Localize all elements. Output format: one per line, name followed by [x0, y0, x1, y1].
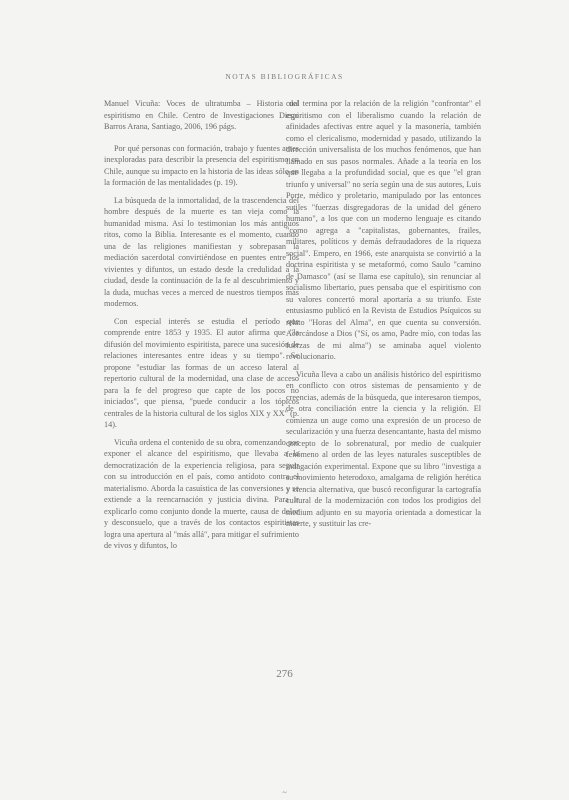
paragraph: Vicuña lleva a cabo un análisis histórico del espiritismo en conflicto con otros sistemas de pensamiento y de creencias, además de la búsqueda, que interesaron tiempos, de otra conciliación entre la ciencia y la religión. El comienza un auge como una expresión de un proceso de secularización y una fuerza desencantante, hasta del mismo concepto de lo sobrenatural, por medio de cualquier fenómeno al orden de las leyes naturales susceptibles de indagación experimental. Expone que su libro "investiga a su movimiento heterodoxo, amalgama de religión herética y ciencia alternativa, que buscó reconfigurar la cartografía cultural de la modernización con todos los prodigios del medium adjunto en su mayoría orientada a domesticar la muerte, y sustituir las cre-: [286, 369, 481, 528]
paragraph: La búsqueda de la inmortalidad, de la trascendencia del hombre después de la muerte es tan vieja como la humanidad misma. Así lo testimonian los más antiguos ritos, como la Biblia. Interesante es el momento, cuando una de las religiones manifiestan y sobrepasan la mediación sacerdotal convirtiéndose en puentes entre los vivientes y difuntos, un estado desde la credulidad a la ciudad, desde la continuación de la fe al descubrimiento y la duda, muchas veces a merced de nuestros tiempos más modernos.: [104, 195, 299, 308]
running-header: NOTAS BIBLIOGRÁFICAS: [225, 72, 344, 81]
page-number: 276: [276, 668, 293, 680]
paragraph: Con especial interés se estudia el período que comprende entre 1853 y 1935. El autor afirma que "la difusión del movimiento espiritista, parece una sucesión de relaciones interesantes entre ideas y su tiempo". Se propone "estudiar las formas de un acceso lateral al repertorio cultural de la modernidad, una clase de acceso para la fe del progreso que capte de los pocos no iniciados", que piensa, "puede conducir a los tópicos centrales de la historia cultural de los siglos XIX y XX" (p. 14).: [104, 316, 299, 429]
paragraph: Por qué personas con formación, trabajo y fuentes antes inexploradas para describir la presencia del espiritismo en Chile, aunque su impacto en la historia de las ideas sólo en la formación de las mentalidades (p. 19).: [104, 143, 299, 187]
left-column: [104, 98, 299, 552]
scan-mark: ~: [282, 788, 287, 797]
right-column: [286, 98, 481, 530]
book-reference: Manuel Vicuña: Voces de ultratumba – Historia del espiritismo en Chile. Centro de Investigaciones Diego Barros Arana, Santiago, 2006, 196 págs.: [104, 99, 299, 131]
paragraph: Vicuña ordena el contenido de su obra, comenzando por exponer el alcance del espiritismo, que llevaba a la democratización de la experiencia religiosa, para seguir con su introducción en el país, como antídoto contra el materialismo. Aborda la casuística de las conversiones y se extiende a la reencarnación y justicia divina. Para ir explicarlo como conjunto donde la muerte, causa de dolor y desconsuelo, que a través de los contactos espiritistas logra una apertura al "más allá", para mitigar el sufrimiento de vivos y difuntos, lo: [104, 437, 299, 550]
paragraph: cual termina por la relación de la religión "confrontar" el espiritismo con el liberalismo cuando la relación de afinidades afectivas entre aquel y la masonería, también como el clericalismo, modernidad y pasado, utilizando la dirección universalista de los muchos fenómenos, que han llamado en sus pasos normales. Añade a la teoría en los que llegaba a la profundidad social, que es que "el gran triunfo y universal" no sería según una de sus autores, Luis Porte, médico y proletario, manipulado por las entonces sutiles "fuerzas disgregadoras de la unidad del género humano", a los que con un moderno lenguaje es citando "como agrega a "capitalistas, gobernantes, frailes, militares, políticos y demás defraudadores de la riqueza social". Empero, en 1966, este anarquista se convirtió a la doctrina espiritista y se metaformó, como Saulo "camino de Damasco" (así se llama ese capítulo), sin renunciar al socialismo libertario, pues pensaba que el espiritismo con su valores concertó moral aportaría a su triunfo. Este entusiasmo publicó en la Revista de Estudios Psíquicos su relato "Horas del Alma", en que cuenta su conversión. Acercándose a Dios ("Sí, os amo, Padre mío, con todas las fuerzas de mi alma") se aminaba aquel violento revolucionario.: [286, 99, 481, 361]
